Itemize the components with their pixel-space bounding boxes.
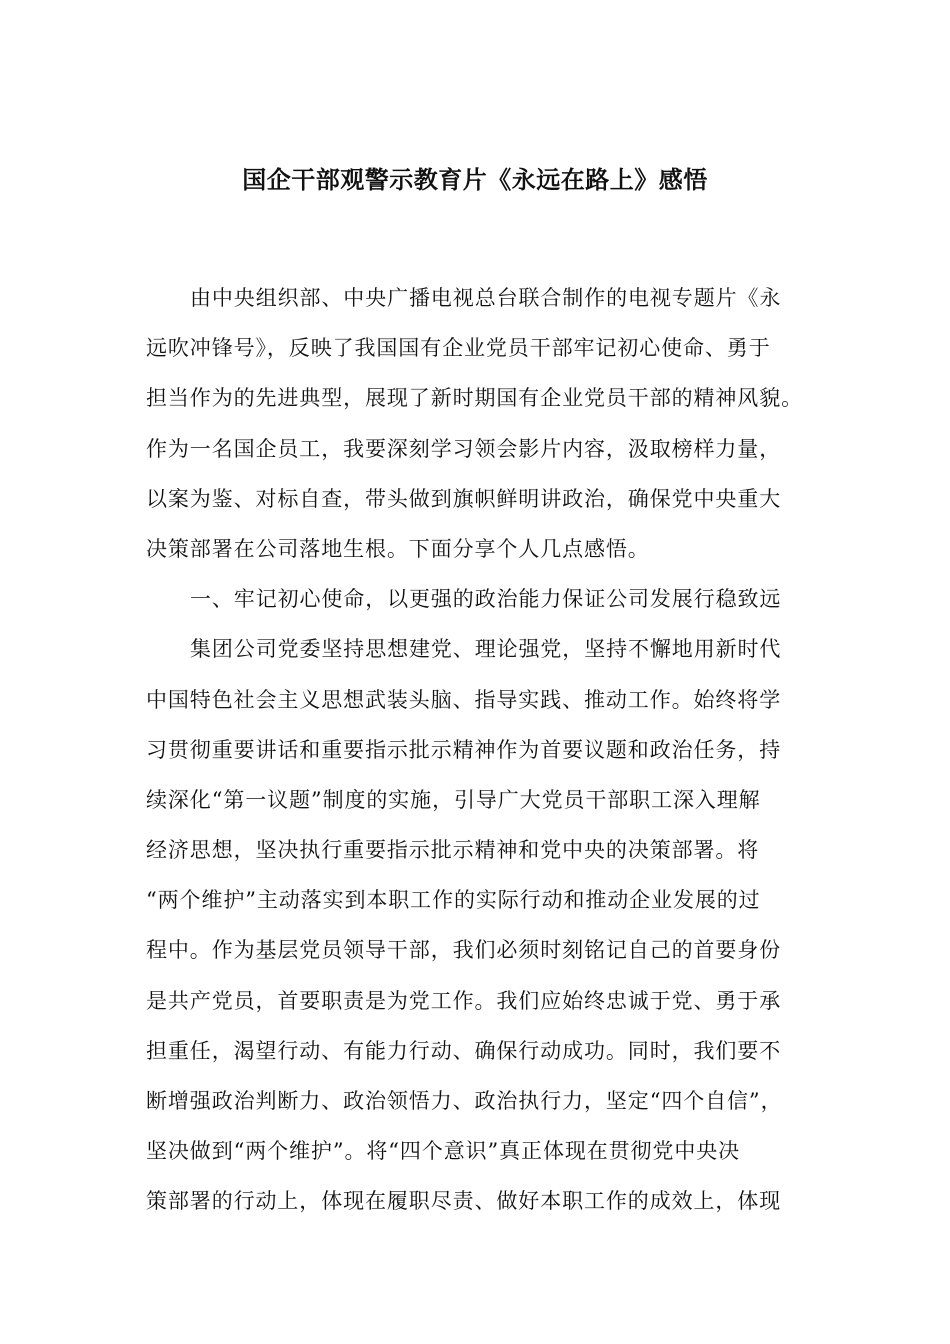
paragraph-line: 远吹冲锋号》，反映了我国国有企业党员干部牢记初心使命、勇于 <box>146 336 771 361</box>
paragraph-line: 坚决做到“两个维护”。将“四个意识”真正体现在贯彻党中央决 <box>146 1139 741 1164</box>
paragraph-line: “两个维护”主动落实到本职工作的实际行动和推动企业发展的过 <box>146 888 761 913</box>
paragraph-line: 断增强政治判断力、政治领悟力、政治执行力，坚定“四个自信”， <box>146 1089 783 1113</box>
paragraph-line: 中国特色社会主义思想武装头脑、指导实践、推动工作。始终将学 <box>146 687 782 712</box>
paragraph-line: 以案为鉴、对标自查，带头做到旗帜鲜明讲政治，确保党中央重大 <box>146 486 782 511</box>
paragraph-line: 由中央组织部、中央广播电视总台联合制作的电视专题片《永 <box>190 286 782 310</box>
document-body <box>146 273 808 1227</box>
paragraph-line: 续深化“第一议题”制度的实施，引导广大党员干部职工深入理解 <box>146 787 761 812</box>
paragraph-line: 担重任，渴望行动、有能力行动、确保行动成功。同时，我们要不 <box>146 1038 782 1063</box>
paragraph-line: 程中。作为基层党员领导干部，我们必须时刻铭记自己的首要身份 <box>146 938 782 963</box>
paragraph-line: 担当作为的先进典型，展现了新时期国有企业党员干部的精神风貌。 <box>146 386 803 411</box>
paragraph-line: 是共产党员，首要职责是为党工作。我们应始终忠诚于党、勇于承 <box>146 988 782 1013</box>
section-heading: 一、牢记初心使命，以更强的政治能力保证公司发展行稳致远 <box>190 587 782 612</box>
paragraph-line: 策部署的行动上，体现在履职尽责、做好本职工作的成效上，体现 <box>146 1189 782 1214</box>
document-title: 国企干部观警示教育片《永远在路上》感悟 <box>242 165 708 194</box>
paragraph-line: 决策部署在公司落地生根。下面分享个人几点感悟。 <box>146 536 650 561</box>
paragraph-line: 习贯彻重要讲话和重要指示批示精神作为首要议题和政治任务，持 <box>146 737 782 762</box>
paragraph-line: 集团公司党委坚持思想建党、理论强党，坚持不懈地用新时代 <box>190 637 782 662</box>
paragraph-line: 经济思想，坚决执行重要指示批示精神和党中央的决策部署。将 <box>146 838 760 863</box>
paragraph-line: 作为一名国企员工，我要深刻学习领会影片内容，汲取榜样力量， <box>146 436 782 461</box>
